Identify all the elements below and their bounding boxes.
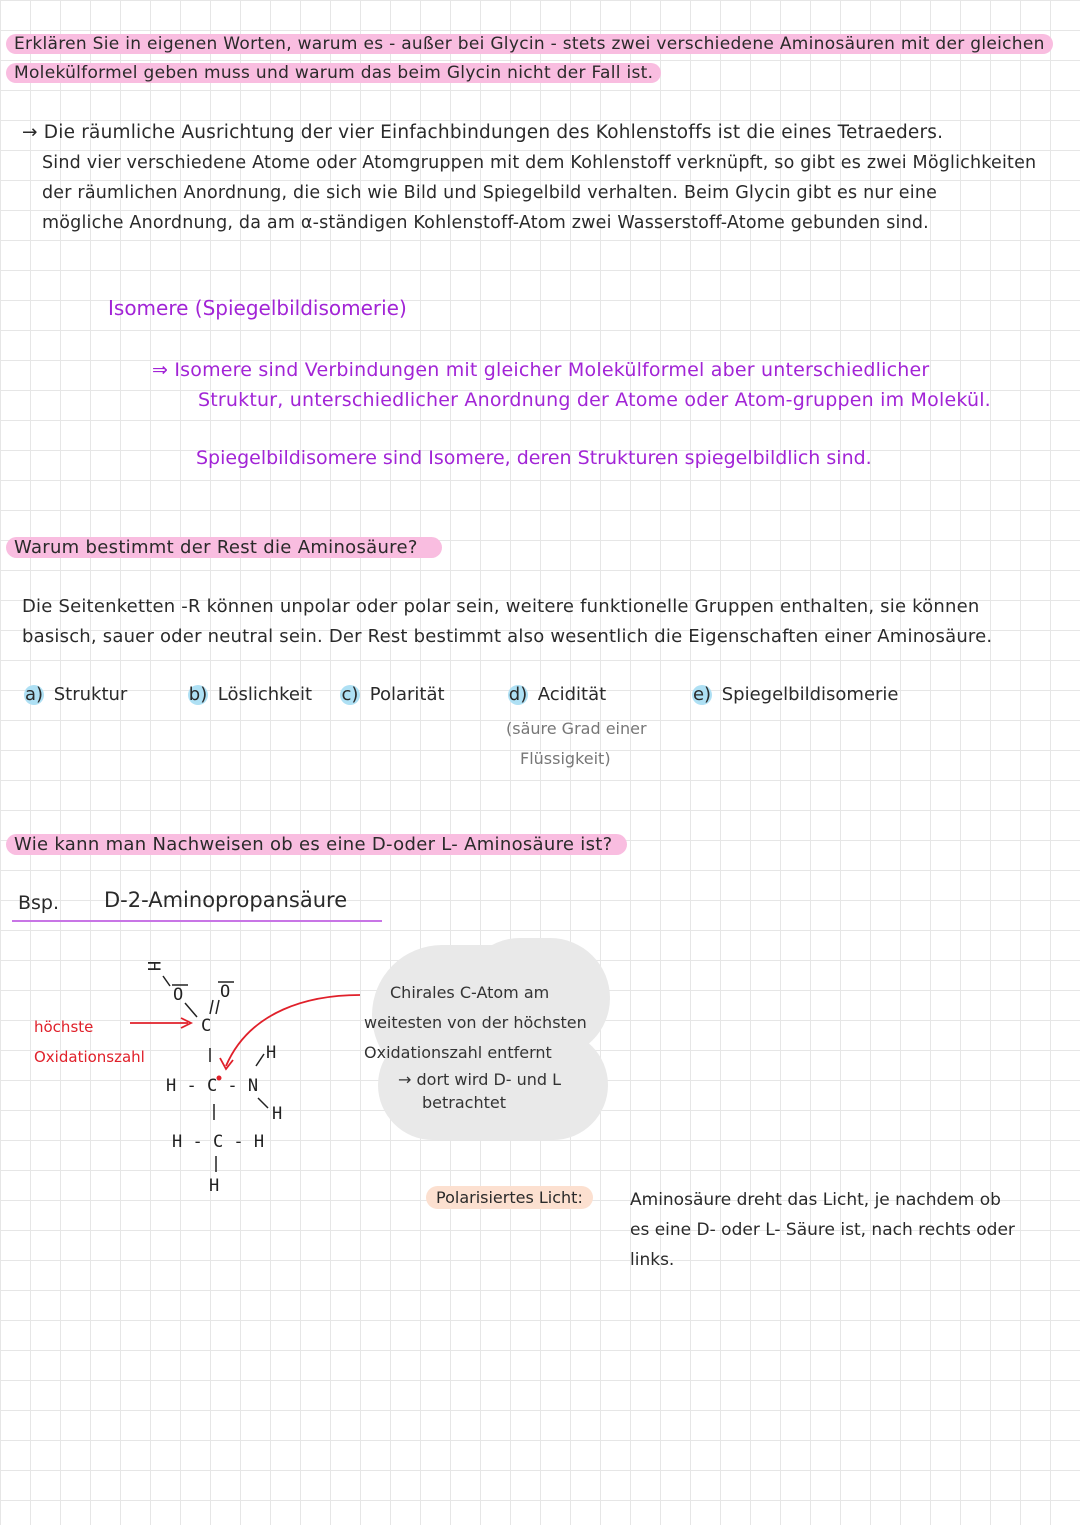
question-1-line-1: Erklären Sie in eigenen Worten, warum es - außer bei Glycin - stets zwei verschiedene Aminosäuren mit der gleichen [6,34,1053,54]
acid-note-line-1: (säure Grad einer [506,719,647,738]
cloud-line-1: Chirales C-Atom am [390,983,550,1002]
bond-c-o-double-2 [216,1000,219,1014]
atom-row-alpha: H - C - N [166,1076,259,1096]
acid-note-line-2: Flüssigkeit) [520,749,611,768]
atom-o-right: O [220,982,231,1002]
option-e-letter: e) [692,684,712,705]
option-b-letter: b) [188,684,208,705]
polarized-line-1: Aminosäure dreht das Licht, je nachdem ob [630,1190,1001,1210]
polarized-label: Polarisiertes Licht: [426,1186,593,1209]
oxidation-label-line-1: höchste [34,1018,94,1036]
atom-h-n-bottom: H [272,1104,283,1124]
answer-1-line-1: → Die räumliche Ausrichtung der vier Einfachbindungen des Kohlenstoffs ist die eines Tetraeders. [22,122,944,143]
cloud-line-2: weitesten von der höchsten [364,1013,587,1032]
atom-row-methyl: H - C - H [172,1132,265,1152]
question-3-text: Wie kann man Nachweisen ob es eine D-oder L- Aminosäure ist? [6,834,627,855]
cloud-line-3: Oxidationszahl entfernt [364,1043,552,1062]
bond-c-o-double-1 [210,1000,213,1014]
cloud-text [364,978,587,1114]
answer-1-line-4: mögliche Anordnung, da am α-ständigen Kohlenstoff-Atom zwei Wasserstoff-Atome gebunden sind. [42,213,929,233]
question-2-text: Warum bestimmt der Rest die Aminosäure? [6,537,442,558]
answer-2-line-2: basisch, sauer oder neutral sein. Der Rest bestimmt also wesentlich die Eigenschaften einer Aminosäure. [22,626,993,647]
bond-n-h-top [256,1054,264,1066]
example-name: D-2-Aminopropansäure [104,888,348,912]
polarized-line-2: es eine D- oder L- Säure ist, nach rechts oder [630,1220,1015,1240]
cloud-line-4: → dort wird D- und L [398,1070,562,1089]
oxidation-label-line-2: Oxidationszahl [34,1048,145,1066]
option-c-label: Polarität [369,684,445,705]
answer-2-line-1: Die Seitenketten -R können unpolar oder polar sein, weitere funktionelle Gruppen enthalten, sie können [22,596,980,617]
answer-1-line-2: Sind vier verschiedene Atome oder Atomgruppen mit dem Kohlenstoff verknüpft, so gibt es zwei Möglichkeiten [42,153,1037,173]
bond-n-h-bottom [258,1098,268,1108]
answer-1-line-3: der räumlichen Anordnung, die sich wie Bild und Spiegelbild verhalten. Beim Glycin gibt es nur eine [42,183,938,203]
option-b-label: Löslichkeit [217,684,313,705]
option-a-label: Struktur [53,684,128,705]
polarized-line-3: links. [630,1250,675,1270]
spiegelbild-definition: Spiegelbildisomere sind Isomere, deren Strukturen spiegelbildlich sind. [196,447,872,469]
option-c-letter: c) [341,684,359,705]
atom-h-n-top: H [266,1043,277,1063]
example-prefix: Bsp. [18,892,60,914]
atom-h-bottom: H [209,1176,220,1196]
atom-c-carboxyl: C [201,1016,212,1036]
arrow-chiral-curve [226,995,360,1066]
option-e-label: Spiegelbildisomerie [721,684,899,705]
polarized-text [630,1185,1015,1275]
option-a-letter: a) [24,684,44,705]
question-1-line-2: Molekülformel geben muss und warum das beim Glycin nicht der Fall ist. [6,63,661,83]
cloud-line-5: betrachtet [422,1093,506,1112]
option-d-label: Acidität [537,684,607,705]
option-d-letter: d) [508,684,528,705]
atom-o-left: O [173,985,184,1005]
bond-h-o [163,976,170,986]
isomere-definition-line-1: ⇒ Isomere sind Verbindungen mit gleicher Molekülformel aber unterschiedlicher [152,359,930,381]
bond-o-c [185,1003,197,1017]
isomere-definition-line-2: Struktur, unterschiedlicher Anordnung der Atome oder Atom-gruppen im Molekül. [198,389,991,411]
isomere-heading: Isomere (Spiegelbildisomerie) [108,296,407,320]
atom-h-top: H [143,960,164,972]
